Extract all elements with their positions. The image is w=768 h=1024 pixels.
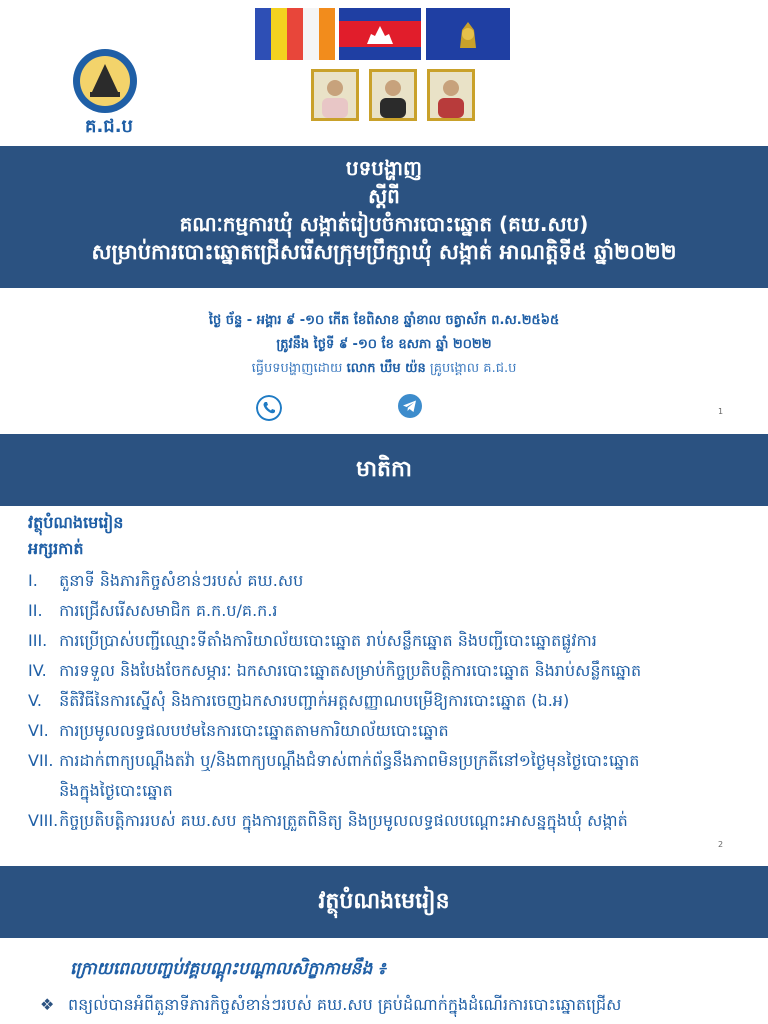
presenter-suffix: គ្រូបង្គោល គ.ជ.ប (429, 361, 517, 376)
date-line (0, 310, 768, 332)
toc-item-8 (28, 806, 748, 836)
toc-text: និងក្នុងថ្ងៃបោះឆ្នោត (59, 781, 173, 800)
toc-num: VI. (28, 721, 49, 740)
title-line-4: សម្រាប់ការបោះឆ្នោតជ្រើសរើសក្រុមប្រឹក្សាឃុំ សង្កាត់ អាណត្តិទី៥ ឆ្នាំ២០២២ (91, 240, 677, 264)
toc-num: II. (28, 601, 43, 620)
toc-item-2 (28, 596, 748, 626)
toc-text: ការទទួល និងបែងចែកសម្ភារៈ ឯកសារបោះឆ្នោតសម្រាប់កិច្ចប្រតិបត្តិការបោះឆ្នោត និងរាប់សន្លឹកឆ្នោត (59, 661, 642, 680)
page-number-2: 2 (718, 840, 724, 849)
objectives-title: វត្ថុបំណងមេរៀន (318, 889, 450, 914)
toc-text: កិច្ចប្រតិបត្តិការរបស់ គឃ.សប ក្នុងការត្រួតពិនិត្យ និងប្រមូលលទ្ធផលបណ្ដោះអាសន្នក្នុងឃុំ សង្កាត់ (59, 811, 628, 830)
toc-item-5 (28, 686, 748, 716)
portrait-2-icon (369, 69, 417, 121)
toc-item-6 (28, 716, 748, 746)
objective-text: ពន្យល់បានអំពីតួនាទីភារកិច្ចសំខាន់ៗរបស់ គឃ.សប គ្រប់ដំណាក់ក្នុងដំណើរការបោះឆ្នោតជ្រើស (68, 995, 622, 1014)
toc-item-4 (28, 656, 748, 686)
portrait-3-icon (427, 69, 475, 121)
telegram-icon[interactable] (397, 393, 423, 419)
presenter-prefix: ធ្វើបទបង្ហាញដោយ (251, 361, 343, 376)
toc-text: នីតិវិធីនៃការស្នើសុំ និងការចេញឯកសារបញ្ជាក់អត្តសញ្ញាណបម្រើឱ្យការបោះឆ្នោត (ឯ.អ) (59, 691, 570, 710)
page-number-1: 1 (718, 407, 724, 416)
cambodia-flag-icon (339, 8, 421, 60)
toc-item-7-cont (28, 776, 748, 806)
logo-text: គ.ជ.ប (85, 116, 133, 137)
diamond-bullet-icon: ❖ (40, 995, 55, 1014)
toc-head-objectives: វត្ថុបំណងមេរៀន (28, 513, 124, 532)
toc-num: I. (28, 571, 38, 590)
toc-text: ការជ្រើសរើសសមាជិក គ.ក.ប/គ.ក.រ (59, 601, 278, 620)
presenter-line (0, 358, 768, 380)
title-line-1: បទបង្ហាញ (345, 156, 423, 180)
royal-flag-icon (426, 8, 510, 60)
date-line-2 (0, 334, 768, 356)
toc-text: ការដាក់ពាក្យបណ្តឹងតវ៉ា ឬ/និងពាក្យបណ្តឹងជំទាស់ពាក់ព័ន្ធនឹងភាពមិនប្រក្រតីនៅ១ថ្ងៃមុនថ្ងៃបោះឆ្នោត (59, 751, 640, 770)
toc-head-abbreviations: អក្សរកាត់ (28, 539, 84, 558)
toc-text: ការប្រមូលលទ្ធផលបឋមនៃការបោះឆ្នោតតាមការិយាល័យបោះឆ្នោត (59, 721, 449, 740)
toc-item-3 (28, 626, 748, 656)
toc-num: VII. (28, 751, 54, 770)
toc-text: តួនាទី និងភារកិច្ចសំខាន់ៗរបស់ គឃ.សប (59, 571, 304, 590)
toc-list (28, 566, 748, 836)
toc-band (0, 434, 768, 506)
objective-bullet (40, 994, 760, 1018)
toc-num: III. (28, 631, 48, 650)
title-line-2: ស្តីពី (368, 184, 400, 208)
toc-title: មាតិកា (356, 457, 412, 482)
title-line-3: គណៈកម្មការឃុំ សង្កាត់រៀបចំការបោះឆ្នោត (គឃ.សប) (179, 212, 589, 236)
toc-item-7 (28, 746, 748, 776)
presenter-name: លោក ឃឹម យ៉ន (346, 361, 426, 376)
toc-num: VIII. (28, 811, 59, 830)
toc-num: V. (28, 691, 42, 710)
nec-logo-icon (72, 48, 138, 114)
portrait-1-icon (311, 69, 359, 121)
phone-icon[interactable] (256, 395, 282, 421)
date-line-text: ថ្ងៃ ច័ន្ទ - អង្គារ ៩ -១០ កើត ខែពិសាខ ឆ្នាំខាល ចត្វាស័ក ព.ស.២៥៦៥ (208, 313, 560, 328)
toc-num: IV. (28, 661, 47, 680)
date-line-2-text: ត្រូវនឹង ថ្ងៃទី ៩ -១០ ខែ ឧសភា ឆ្នាំ ២០២២ (276, 337, 492, 352)
objectives-band (0, 866, 768, 938)
toc-item-1 (28, 566, 748, 596)
title-band (0, 146, 768, 288)
objectives-intro: ក្រោយពេលបញ្ចប់វគ្គបណ្តុះបណ្តាលសិក្ខាកាមនឹង ៖ (70, 959, 386, 979)
buddhist-flag-icon (255, 8, 335, 60)
toc-text: ការប្រើប្រាស់បញ្ជីឈ្មោះទីតាំងការិយាល័យបោះឆ្នោត រាប់សន្លឹកឆ្នោត និងបញ្ជីបោះឆ្នោតផ្លូវការ (59, 631, 597, 650)
